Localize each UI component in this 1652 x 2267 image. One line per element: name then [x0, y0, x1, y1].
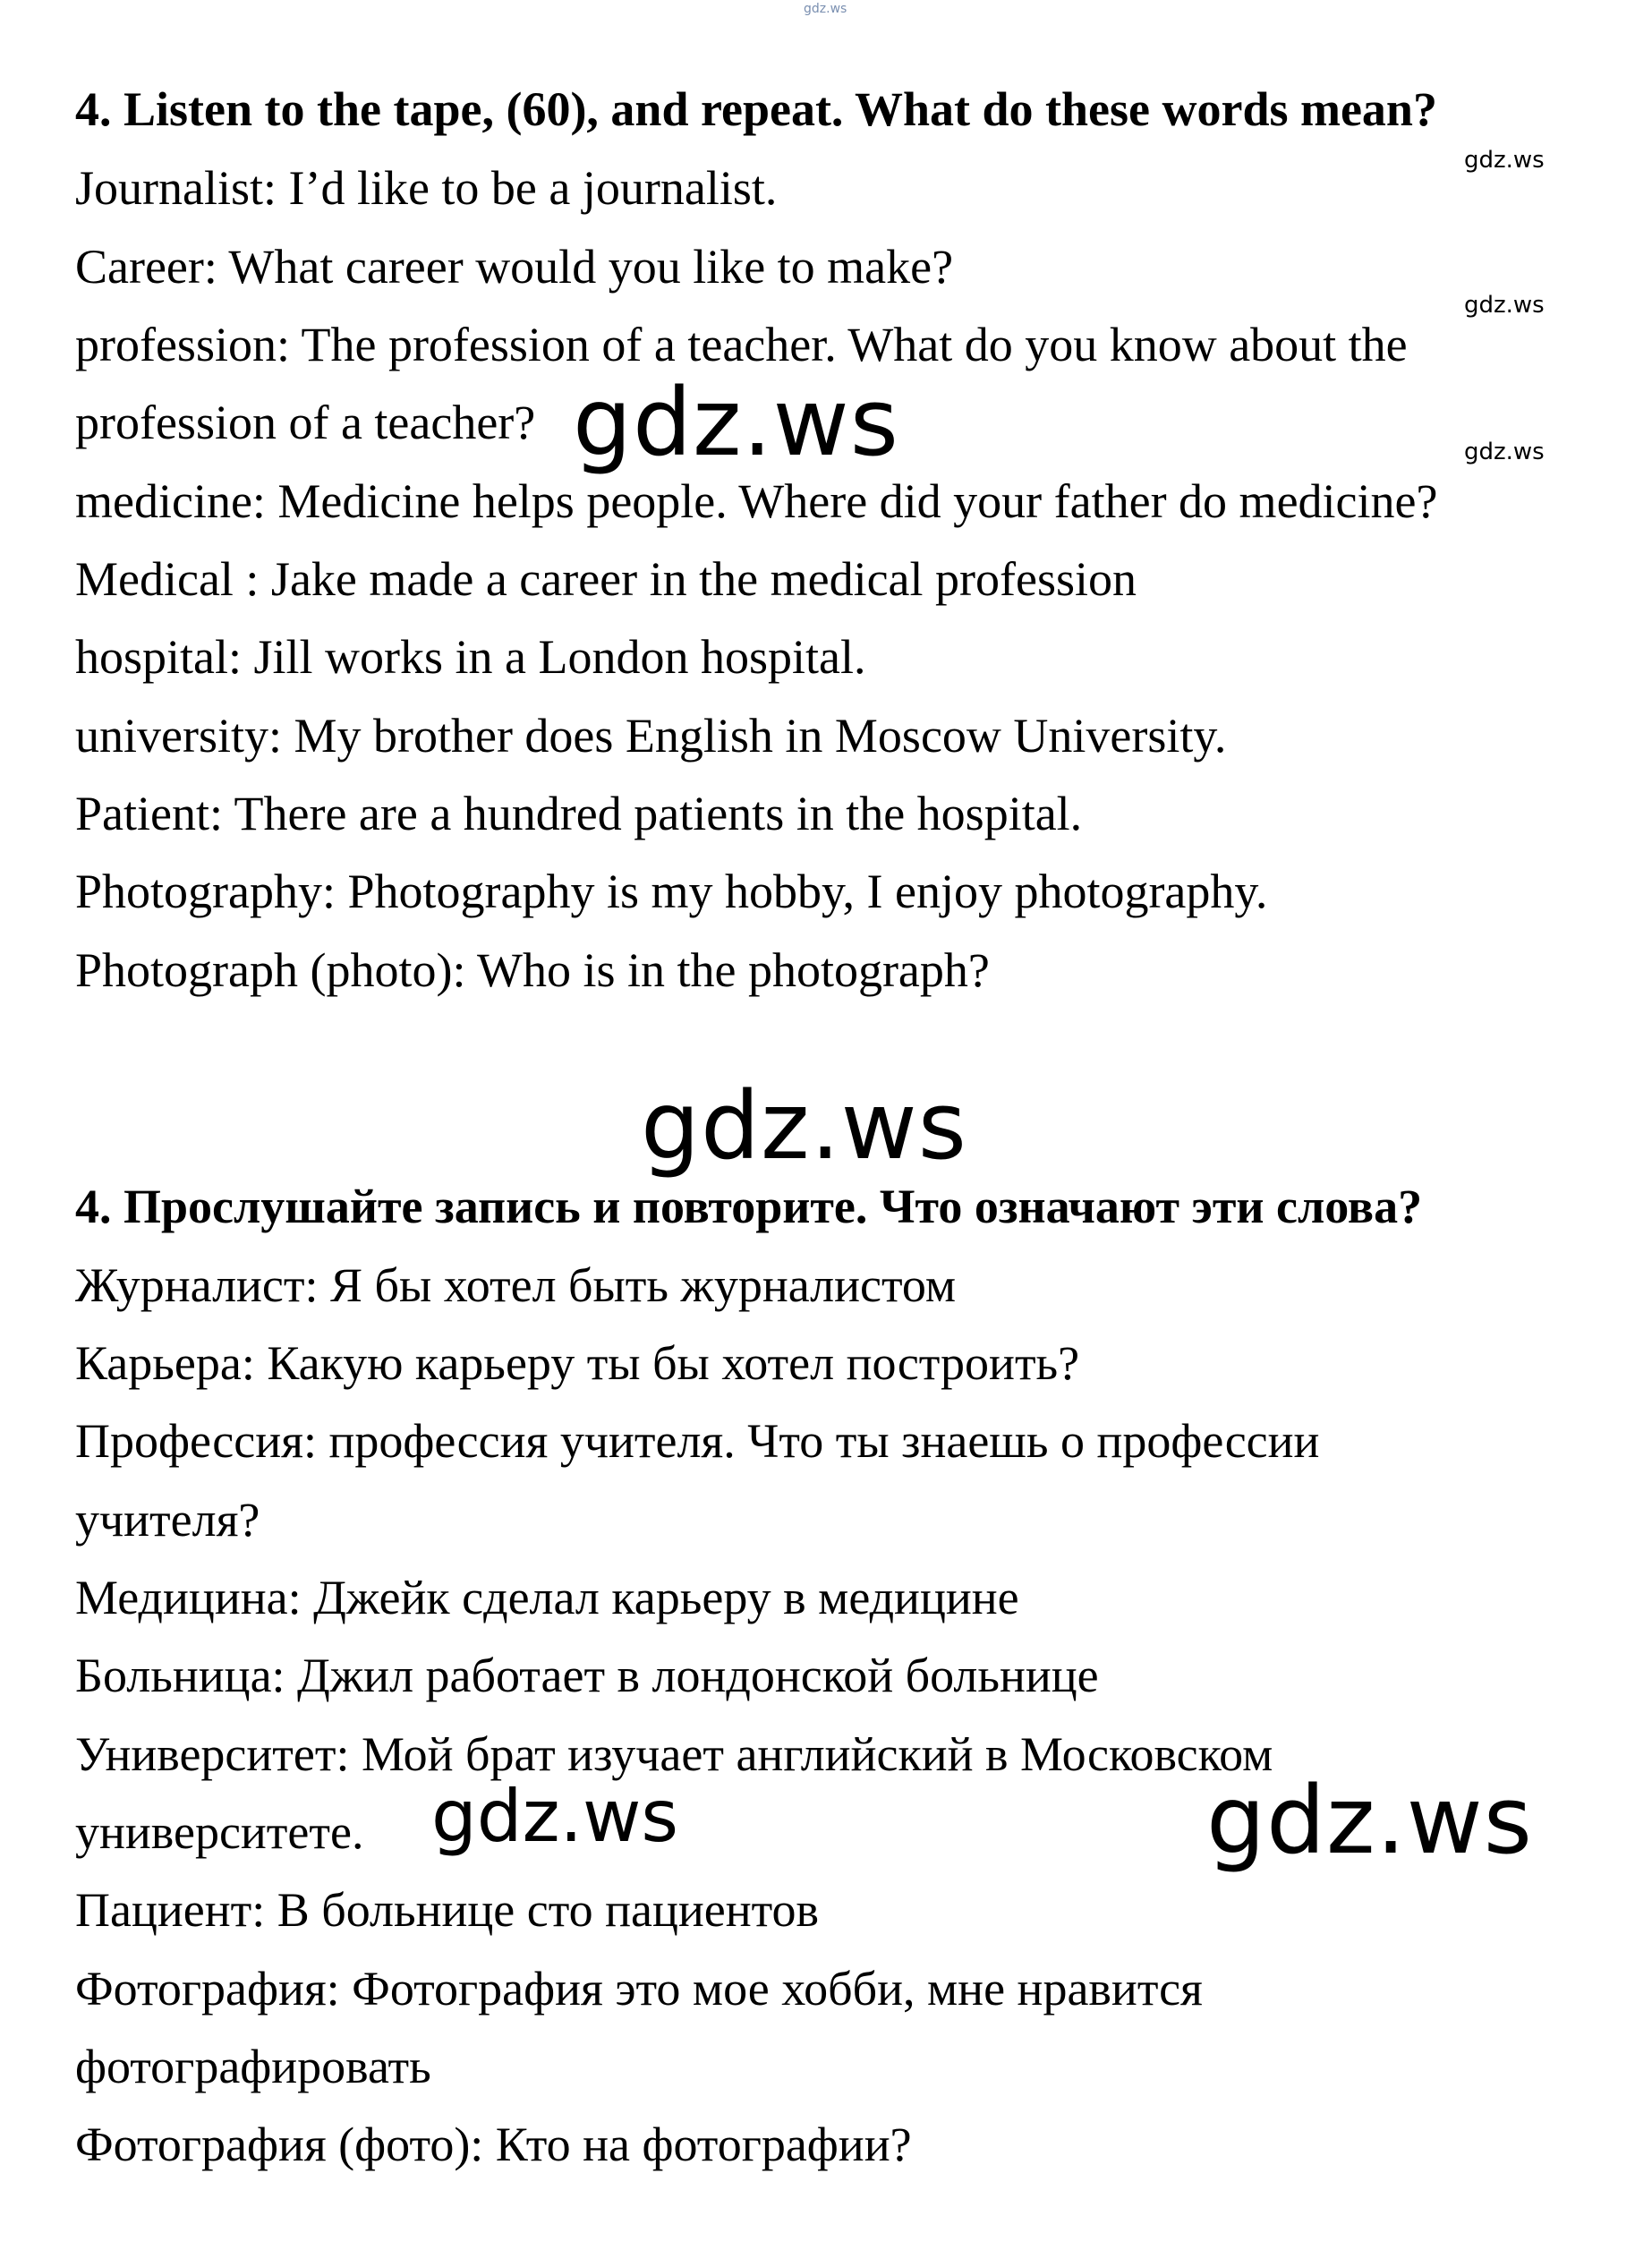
russian-line: фотографировать [75, 2040, 431, 2093]
english-heading: 4. Listen to the tape, (60), and repeat. What do these words mean? [75, 82, 1437, 136]
russian-line: Карьера: Какую карьеру ты бы хотел построить? [75, 1336, 1080, 1390]
watermark-large: gdz.ws [641, 1071, 967, 1180]
russian-line: Профессия: профессия учителя. Что ты знаешь о профессии [75, 1414, 1320, 1468]
watermark-top: gdz.ws [804, 2, 847, 16]
watermark-large: gdz.ws [1206, 1766, 1533, 1875]
russian-line: Больница: Джил работает в лондонской больнице [75, 1649, 1099, 1702]
russian-line: учителя? [75, 1493, 260, 1547]
watermark-small: gdz.ws [1464, 292, 1545, 319]
russian-line: Университет: Мой брат изучает английский в Московском [75, 1727, 1273, 1781]
russian-line: Журналист: Я бы хотел быть журналистом [75, 1258, 956, 1312]
english-line: hospital: Jill works in a London hospital. [75, 630, 866, 684]
english-line: medicine: Medicine helps people. Where did your father do medicine? [75, 474, 1438, 528]
english-line: Photography: Photography is my hobby, I enjoy photography. [75, 865, 1268, 918]
russian-line: Пациент: В больнице сто пациентов [75, 1883, 820, 1937]
english-line: Journalist: I’d like to be a journalist. [75, 161, 778, 215]
english-line: Medical : Jake made a career in the medical profession [75, 552, 1137, 606]
russian-line: университете. [75, 1805, 364, 1859]
watermark-small: gdz.ws [1464, 147, 1545, 174]
watermark-large: gdz.ws [573, 368, 899, 477]
english-line: profession of a teacher? [75, 396, 536, 449]
russian-line: Медицина: Джейк сделал карьеру в медицине [75, 1571, 1019, 1624]
english-line: Career: What career would you like to make? [75, 240, 954, 294]
russian-line: Фотография (фото): Кто на фотографии? [75, 2118, 912, 2171]
russian-line: Фотография: Фотография это мое хобби, мне нравится [75, 1962, 1203, 2016]
english-line: Photograph (photo): Who is in the photograph? [75, 943, 990, 997]
russian-heading: 4. Прослушайте запись и повторите. Что означают эти слова? [75, 1180, 1423, 1233]
watermark-medium: gdz.ws [431, 1775, 679, 1858]
english-line: Patient: There are a hundred patients in the hospital. [75, 787, 1083, 840]
english-line: profession: The profession of a teacher. What do you know about the [75, 318, 1408, 371]
english-line: university: My brother does English in Moscow University. [75, 709, 1227, 763]
watermark-small: gdz.ws [1464, 439, 1545, 465]
